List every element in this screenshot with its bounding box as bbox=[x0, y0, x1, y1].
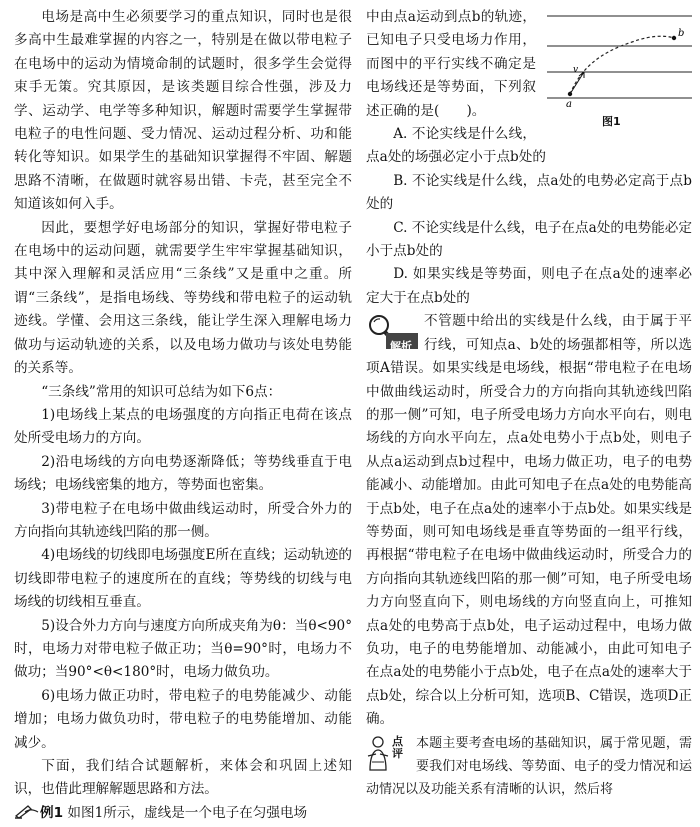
figure-icon bbox=[366, 734, 392, 774]
example-label: 例1 bbox=[40, 804, 64, 821]
example-text-start: 如图1所示，虚线是一个电子在匀强电场 bbox=[67, 804, 308, 821]
example-text-cont: 中由点a运动到点b的轨迹，已知电子只受电场力作用，而图中的平行实线不确定是电场线还是等势面，下列叙述正确的是( )。 bbox=[366, 9, 536, 119]
point-3: 3)带电粒子在电场中做曲线运动时，所受合外力的方向指向其轨迹线凹陷的那一侧。 bbox=[14, 500, 352, 540]
pen-icon bbox=[14, 803, 40, 819]
comment-text: 本题主要考查电场的基础知识，属于常见题，需要我们对电场线、等势面、电子的受力情况和运动情况以及功能关系有清晰的认识，然后将 bbox=[366, 735, 692, 798]
right-column bbox=[366, 6, 692, 802]
example-1 bbox=[14, 802, 352, 825]
figure-1 bbox=[542, 6, 692, 128]
analysis-badge bbox=[366, 312, 418, 352]
point-1: 1)电场线上某点的电场强度的方向指正电荷在该点处所受电场力的方向。 bbox=[14, 406, 352, 447]
label-a: a bbox=[566, 99, 572, 110]
analysis-block bbox=[366, 310, 692, 731]
analysis-label: 解析 bbox=[390, 340, 412, 354]
intro-paragraph: 电场是高中生必须要学习的重点知识，同时也是很多高中生最难掌握的内容之一，特别是在做以带电粒子在电场中的运动为情境命制的试题时，很多学生会觉得束手无策。究其原因，是该类题目综合性强，涉及力学、运动学、电学等多种知识，解题时需要学生掌握带电粒子的电性问题、受力情况、运动过程分析、功和能转化等知识。如果学生的基础知识掌握得不牢固、解题思路不清晰，在做题时就容易出错、卡壳，甚至完全不知道该如何入手。 bbox=[14, 9, 352, 213]
analysis-text: 不管题中给出的实线是什么线，由于属于平行线，可知点a、b处的场强都相等，所以选项A错误。如果实线是电场线，根据“带电粒子在电场中做曲线运动时，所受合力的方向指向其轨迹线凹陷的那一侧”可知，电子所受电场力方向水平向右，则电场线的方向水平向左，点a处电势小于点b处，则电子从点a运动到点b过程中，电场力做正功，电子的电势能减小、动能增加。由此可知电子在点a处的电势能高于点b处，电子在点a处的速率小于点b处。如果实线是等势面，则可知电场线是垂直等势面的一组平行线，再根据“带电粒子在电场中做曲线运动时，所受合力的方向指向其轨迹线凹陷的那一侧”可知，电子所受电场力方向竖直向下，则电场线的方向竖直向上，可推知点a处的电势高于点b处，电子运动过程中，电场力做负功，电子的电势能增加、动能减小，由此可知电子在点a处的电势能小于点b处，电子在点a处的速率大于点b处，综合以上分析可知，选项B、C错误，选项D正确。 bbox=[366, 313, 692, 728]
transition-paragraph: 下面，我们结合试题解析，来体会和巩固上述知识，也借此理解解题思路和方法。 bbox=[14, 758, 352, 798]
option-c: C. 不论实线是什么线，电子在点a处的电势能必定小于点b处的 bbox=[366, 219, 692, 260]
comment-block bbox=[366, 732, 692, 802]
left-column bbox=[14, 6, 352, 825]
three-lines-paragraph: 因此，要想学好电场部分的知识，掌握好带电粒子在电场中的运动问题，就需要学生牢牢掌握基础知识，其中深入理解和灵活应用“三条线”又是重中之重。所谓“三条线”，是指电场线、等势线和带电粒子的运动轨迹线。学懂、会用这三条线，能让学生深入理解电场力做功与运动轨迹的关系，以及电场力做功与该处电势能的关系等。 bbox=[14, 219, 352, 377]
point-4: 4)电场线的切线即电场强度E所在直线；运动轨迹的切线即带电粒子的速度所在的直线；等势线的切线与电场线的切线相互垂直。 bbox=[14, 547, 352, 611]
option-d: D. 如果实线是等势面，则电子在点a处的速率必定大于在点b处的 bbox=[366, 266, 692, 306]
point-5: 5)设合外力方向与速度方向所成夹角为θ：当θ<90°时，电场力对带电粒子做正功；当θ=90°时，电场力不做功；当90°<θ<180°时，电场力做负功。 bbox=[14, 617, 352, 681]
comment-badge bbox=[366, 734, 410, 778]
point-6: 6)电场力做正功时，带电粒子的电势能减少、动能增加；电场力做负功时，带电粒子的电势能增加、动能减少。 bbox=[14, 687, 352, 751]
label-v: v bbox=[573, 65, 579, 75]
option-a: A. 不论实线是什么线，点a处的场强必定小于点b处的 bbox=[366, 126, 546, 166]
summary-intro: “三条线”常用的知识可总结为如下6点： bbox=[41, 383, 282, 400]
field-diagram bbox=[542, 6, 692, 110]
figure-caption: 图1 bbox=[602, 115, 621, 128]
option-b: B. 不论实线是什么线，点a处的电势必定高于点b处的 bbox=[366, 172, 692, 213]
point-2: 2)沿电场线的方向电势逐渐降低；等势线垂直于电场线；电场线密集的地方，等势面也密集。 bbox=[14, 453, 352, 494]
label-b: b bbox=[678, 28, 685, 39]
comment-label: 点评 bbox=[392, 734, 403, 760]
